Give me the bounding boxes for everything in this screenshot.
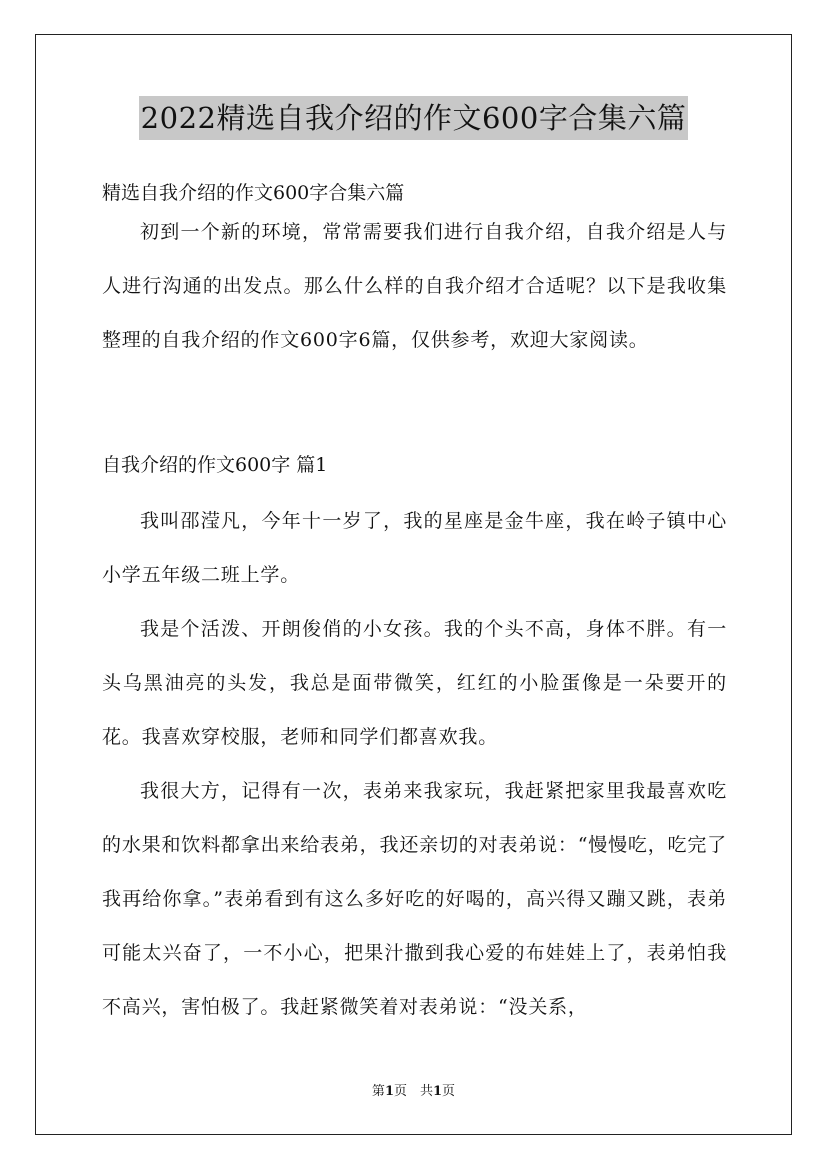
document-subtitle: 精选自我介绍的作文600字合集六篇	[102, 182, 405, 204]
footer-page-number: 1	[384, 1084, 394, 1099]
title-container	[0, 96, 827, 140]
footer-suffix: 页	[442, 1084, 456, 1099]
body-paragraph: 我叫邵滢凡，今年十一岁了，我的星座是金牛座，我在岭子镇中心小学五年级二班上学。	[102, 510, 727, 586]
intro-paragraph: 初到一个新的环境，常常需要我们进行自我介绍，自我介绍是人与人进行沟通的出发点。那么什么样的自我介绍才合适呢？以下是我收集整理的自我介绍的作文600字6篇，仅供参考，欢迎大家阅读。	[102, 221, 727, 351]
document-title: 2022精选自我介绍的作文600字合集六篇	[139, 96, 689, 140]
footer-total-pages: 1	[433, 1084, 443, 1099]
body-paragraph: 我很大方，记得有一次，表弟来我家玩，我赶紧把家里我最喜欢吃的水果和饮料都拿出来给表弟，我还亲切的对表弟说：“慢慢吃，吃完了我再给你拿。”表弟看到有这么多好吃的好喝的，高兴得又蹦又跳，表弟可能太兴奋了，一不小心，把果汁撒到我心爱的布娃娃上了，表弟怕我不高兴，害怕极了。我赶紧微笑着对表弟说：“没关系，	[102, 780, 727, 1018]
section-heading: 自我介绍的作文600字 篇1	[102, 454, 328, 476]
page-footer	[0, 1082, 827, 1102]
body-paragraph: 我是个活泼、开朗俊俏的小女孩。我的个头不高，身体不胖。有一头乌黑油亮的头发，我总是面带微笑，红红的小脸蛋像是一朵要开的花。我喜欢穿校服，老师和同学们都喜欢我。	[102, 618, 727, 748]
footer-middle: 页 共	[393, 1084, 433, 1099]
footer-prefix: 第	[371, 1084, 385, 1099]
